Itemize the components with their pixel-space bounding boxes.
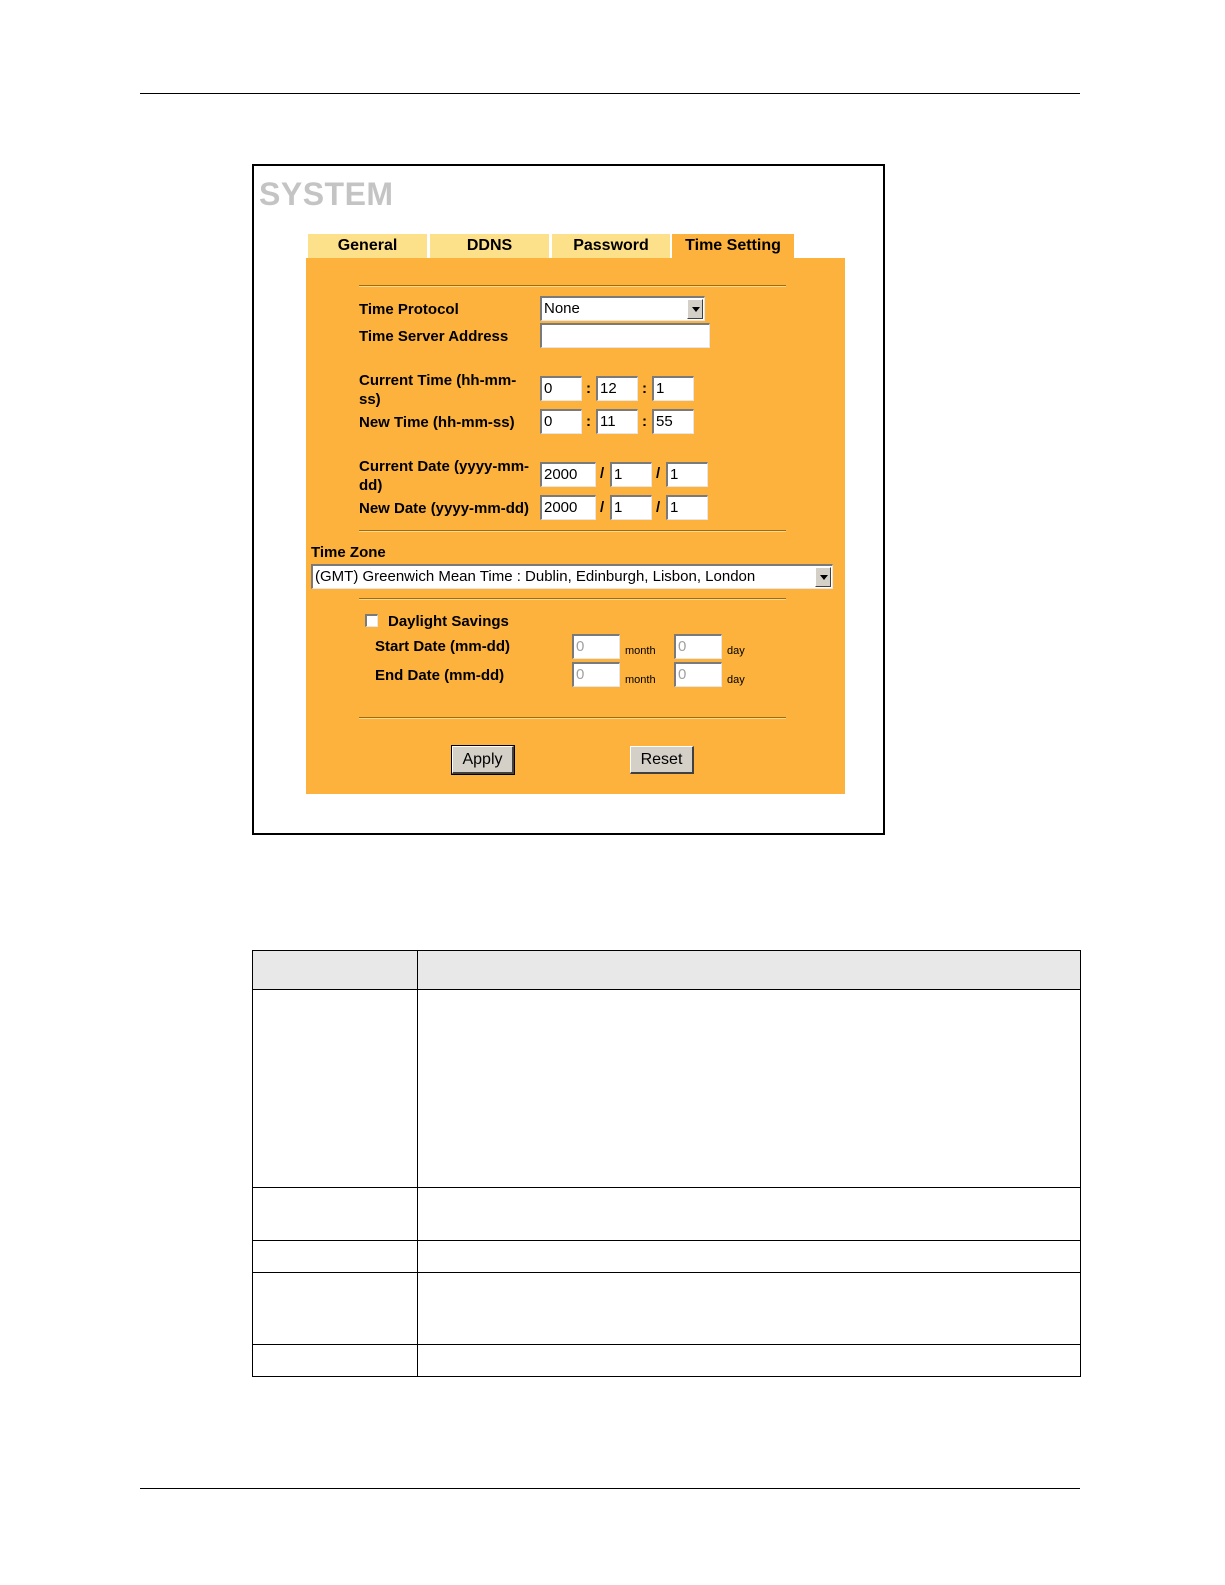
time-protocol-label: Time Protocol	[359, 301, 459, 318]
day-unit-label: day	[727, 645, 745, 657]
table-row	[253, 1345, 1081, 1377]
start-date-label: Start Date (mm-dd)	[375, 638, 511, 655]
time-setting-panel	[306, 237, 845, 794]
month-unit-label: month	[625, 674, 656, 686]
end-date-month[interactable]: 0	[572, 662, 620, 687]
tab-password[interactable]: Password	[552, 234, 670, 258]
table-header-cell	[253, 951, 418, 990]
new-time-label: New Time (hh-mm-ss)	[359, 414, 515, 431]
screenshot-frame	[252, 164, 885, 835]
table-cell	[418, 1345, 1081, 1377]
new-date-dd[interactable]: 1	[666, 495, 708, 520]
divider	[359, 530, 786, 532]
new-date-yyyy[interactable]: 2000	[540, 495, 596, 520]
new-time-hh[interactable]: 0	[540, 409, 582, 434]
new-date-mm[interactable]: 1	[610, 495, 652, 520]
table-cell	[418, 1273, 1081, 1345]
tab-general[interactable]: General	[308, 234, 427, 258]
header-rule	[140, 93, 1080, 94]
time-zone-value: (GMT) Greenwich Mean Time : Dublin, Edinburgh, Lisbon, London	[315, 568, 756, 585]
start-date-month[interactable]: 0	[572, 634, 620, 659]
table-cell	[253, 1241, 418, 1273]
month-unit-label: month	[625, 645, 656, 657]
time-separator: :	[586, 380, 591, 397]
table-header-row	[253, 951, 1081, 990]
table-row	[253, 1241, 1081, 1273]
time-protocol-select[interactable]	[540, 296, 705, 321]
apply-button[interactable]: Apply	[452, 746, 514, 774]
table-header-cell	[418, 951, 1081, 990]
date-separator: /	[600, 465, 605, 482]
new-date-label: New Date (yyyy-mm-dd)	[359, 500, 530, 517]
current-date-yyyy[interactable]: 2000	[540, 462, 596, 487]
daylight-savings-checkbox[interactable]	[365, 614, 378, 627]
current-date-label: Current Date (yyyy-mm-dd)	[359, 458, 530, 494]
new-time-mm[interactable]: 11	[596, 409, 638, 434]
field-description-table	[252, 950, 1081, 1377]
end-date-label: End Date (mm-dd)	[375, 667, 505, 684]
current-time-hh[interactable]: 0	[540, 376, 582, 401]
reset-button[interactable]: Reset	[630, 746, 694, 774]
divider	[359, 598, 786, 600]
time-server-label: Time Server Address	[359, 328, 509, 345]
table-row	[253, 990, 1081, 1188]
date-separator: /	[656, 465, 661, 482]
current-time-label: Current Time (hh-mm-ss)	[359, 372, 517, 408]
table-cell	[418, 1188, 1081, 1241]
chevron-down-icon[interactable]	[815, 567, 831, 587]
time-separator: :	[642, 380, 647, 397]
date-separator: /	[600, 499, 605, 516]
current-date-dd[interactable]: 1	[666, 462, 708, 487]
current-date-mm[interactable]: 1	[610, 462, 652, 487]
chevron-down-icon[interactable]	[687, 299, 703, 319]
time-protocol-value: None	[544, 300, 580, 317]
tab-ddns[interactable]: DDNS	[430, 234, 549, 258]
day-unit-label: day	[727, 674, 745, 686]
table-row	[253, 1273, 1081, 1345]
start-date-day[interactable]: 0	[674, 634, 722, 659]
time-separator: :	[586, 413, 591, 430]
new-time-ss[interactable]: 55	[652, 409, 694, 434]
table-cell	[418, 990, 1081, 1188]
time-separator: :	[642, 413, 647, 430]
table-cell	[253, 1273, 418, 1345]
table-cell	[253, 1188, 418, 1241]
table-cell	[253, 1345, 418, 1377]
divider	[359, 717, 786, 719]
table-row	[253, 1188, 1081, 1241]
time-zone-select[interactable]	[311, 564, 833, 589]
footer-rule	[140, 1488, 1080, 1489]
table-cell	[418, 1241, 1081, 1273]
current-time-ss[interactable]: 1	[652, 376, 694, 401]
end-date-day[interactable]: 0	[674, 662, 722, 687]
page-title: SYSTEM	[259, 176, 394, 212]
time-zone-label: Time Zone	[311, 544, 386, 561]
divider	[359, 285, 786, 287]
table-cell	[253, 990, 418, 1188]
date-separator: /	[656, 499, 661, 516]
tab-time-setting[interactable]: Time Setting	[672, 234, 794, 258]
current-time-mm[interactable]: 12	[596, 376, 638, 401]
daylight-savings-label: Daylight Savings	[388, 613, 509, 630]
time-server-input[interactable]	[540, 323, 710, 348]
